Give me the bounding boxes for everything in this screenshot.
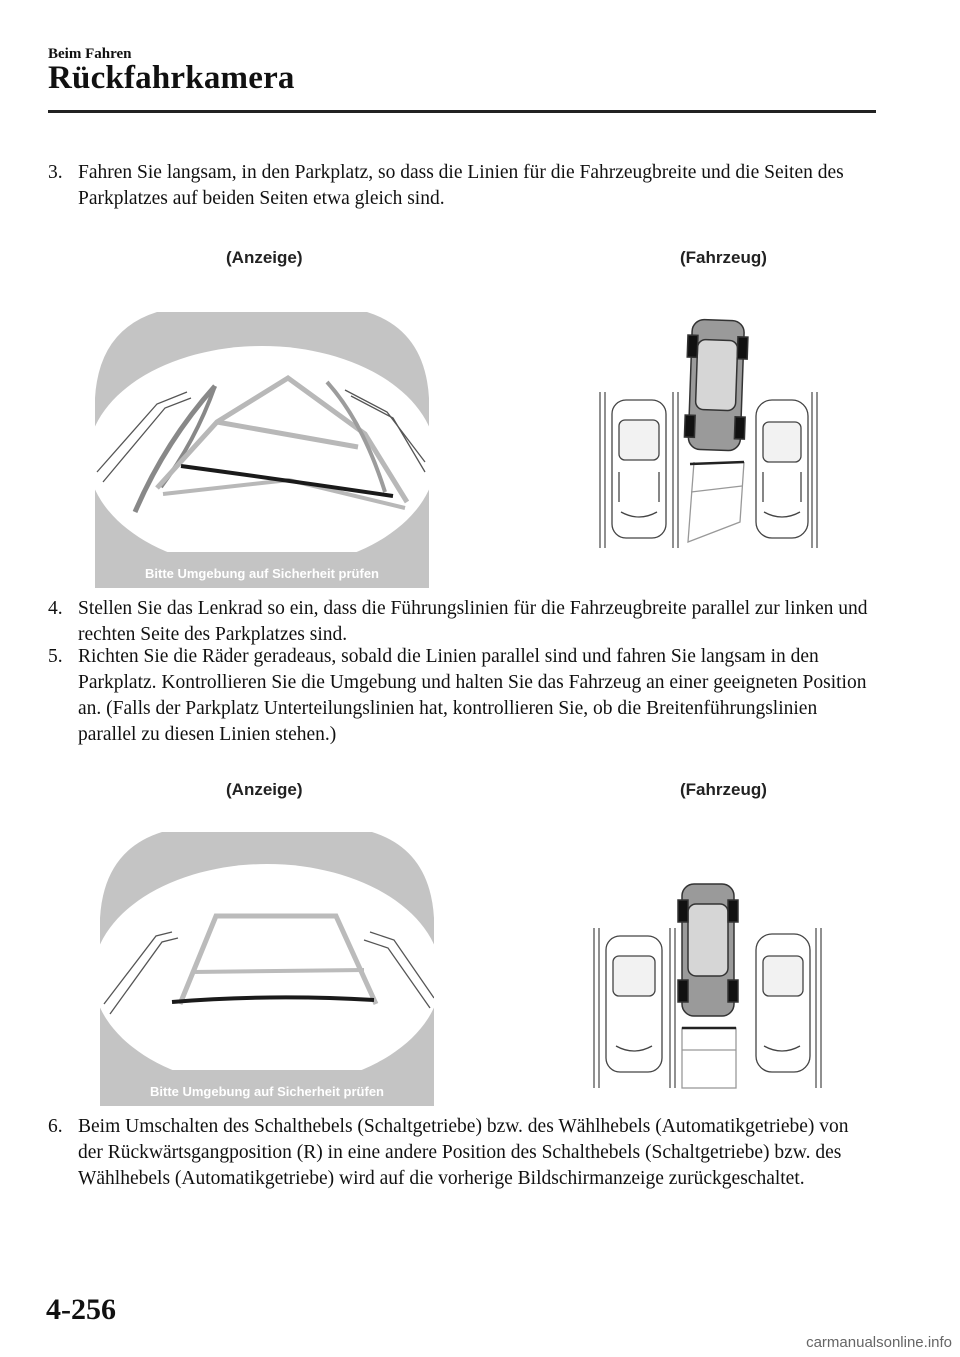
figure-2-display-label: (Anzeige) — [226, 780, 303, 799]
step-number: 3. — [48, 162, 63, 183]
section-label: Beim Fahren — [48, 46, 132, 62]
figure-2-screen-warning: Bitte Umgebung auf Sicherheit prüfen — [149, 1084, 385, 1099]
figure-2-camera-display — [100, 832, 434, 1106]
figure-2-vehicle-label: (Fahrzeug) — [680, 780, 767, 799]
step-4 — [48, 596, 878, 648]
page-number: 4-256 — [46, 1293, 116, 1326]
step-5 — [48, 644, 878, 748]
figure-2-vehicle-diagram — [588, 878, 828, 1092]
figure-1-screen-warning: Bitte Umgebung auf Sicherheit prüfen — [144, 566, 380, 581]
step-text: Richten Sie die Räder geradeaus, sobald die Linien parallel sind und fahren Sie langsam in den Parkplatz. Kontrollieren Sie die Umgebung und halten Sie das Fahrzeug an einer geeigneten Position an. (Falls der Parkplatz Unterteilungslinien hat, kontrollieren Sie, ob die Breitenführungslinien parallel zu diesen Linien stehen.) — [78, 646, 867, 745]
figure-1-camera-display — [95, 312, 429, 588]
step-text: Fahren Sie langsam, in den Parkplatz, so dass die Linien für die Fahrzeugbreite und die Seiten des Parkplatzes auf beiden Seiten etwa gleich sind. — [78, 162, 844, 209]
step-number: 6. — [48, 1116, 63, 1137]
step-number: 5. — [48, 646, 63, 667]
step-number: 4. — [48, 598, 63, 619]
step-text: Stellen Sie das Lenkrad so ein, dass die Führungslinien für die Fahrzeugbreite parallel zur linken und rechten Seite des Parkplatzes sind. — [78, 598, 868, 645]
step-text: Beim Umschalten des Schalthebels (Schaltgetriebe) bzw. des Wählhebels (Automatikgetriebe) von der Rückwärtsgangposition (R) in eine andere Position des Schalthebels (Schaltgetriebe) bzw. des Wählhebels (Automatikgetriebe) wird auf die vorherige Bildschirmanzeige zurückgeschaltet. — [78, 1116, 849, 1189]
figure-1-display-label: (Anzeige) — [226, 248, 303, 267]
figure-1-vehicle-label: (Fahrzeug) — [680, 248, 767, 267]
step-3 — [48, 160, 878, 212]
watermark: carmanualsonline.info — [806, 1334, 952, 1351]
figure-1-vehicle-diagram — [594, 312, 824, 552]
step-6 — [48, 1114, 878, 1192]
title-divider — [48, 110, 876, 113]
page-title: Rückfahrkamera — [48, 60, 295, 96]
